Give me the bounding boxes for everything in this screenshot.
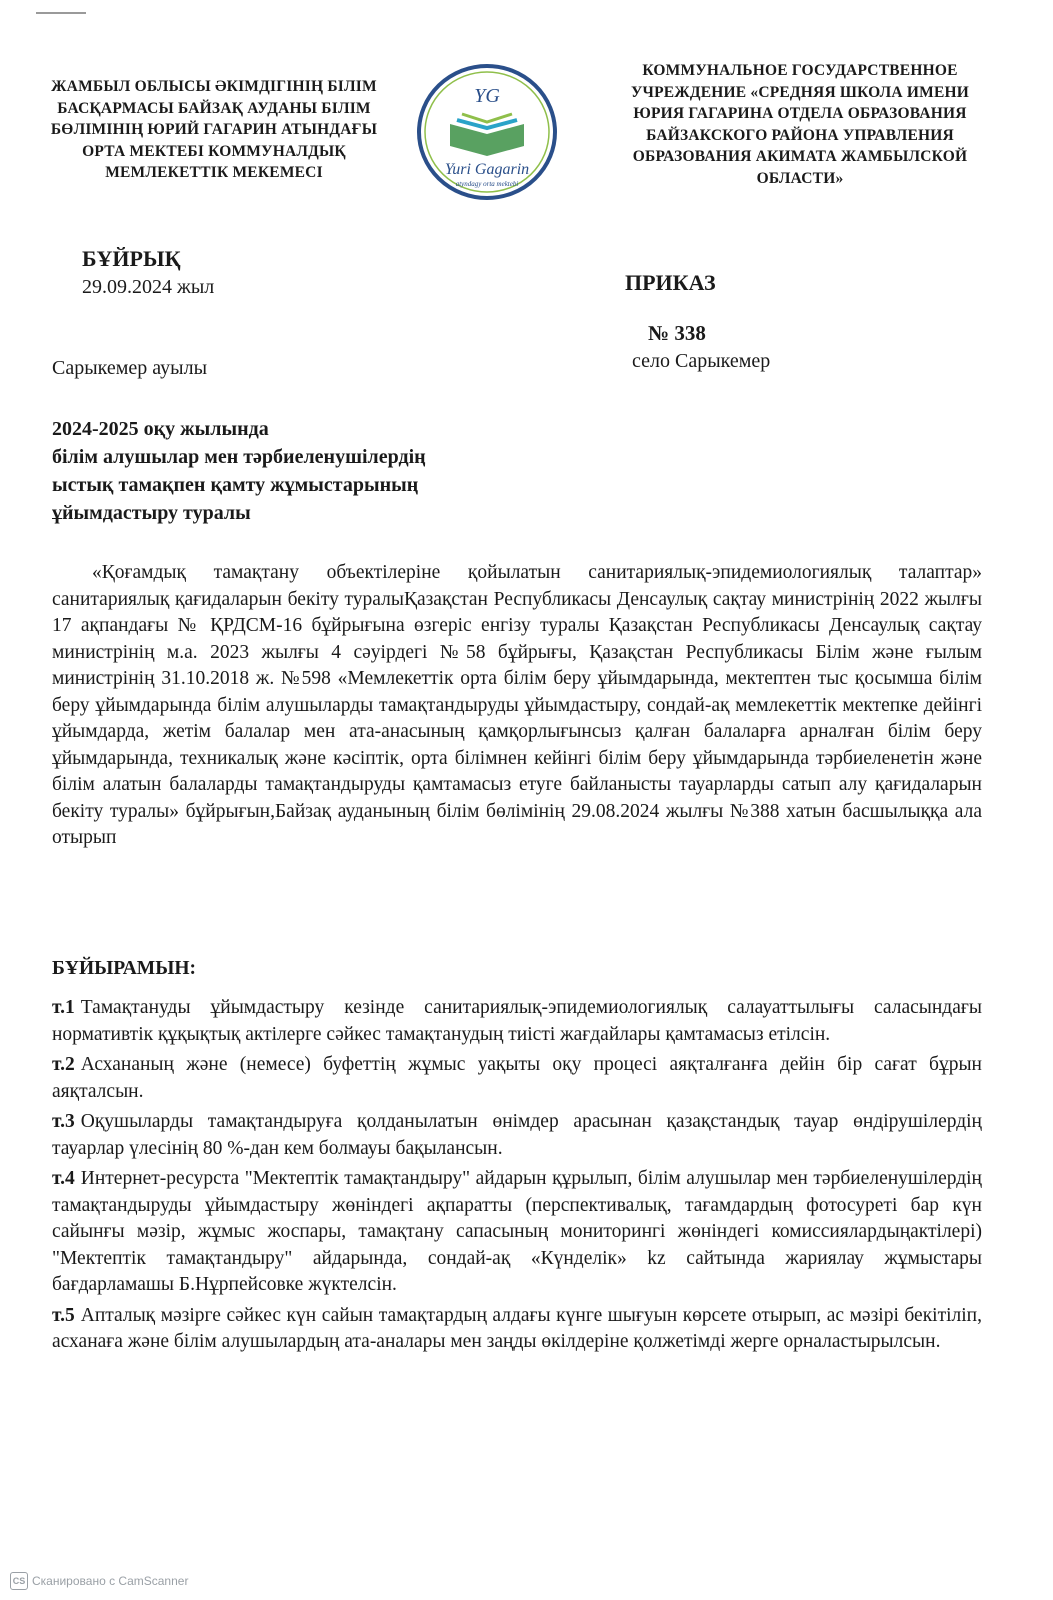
- order-items: [52, 995, 982, 1360]
- camscanner-text: Сканировано с CamScanner: [32, 1574, 189, 1588]
- camscanner-watermark: [10, 1572, 188, 1590]
- camscanner-icon: CS: [10, 1572, 28, 1590]
- top-edge-mark: [36, 12, 86, 14]
- item-number: т.4: [52, 1168, 75, 1189]
- org-name-kz: ЖАМБЫЛ ОБЛЫСЫ ӘКІМДІГІНІҢ БІЛІМ БАСҚАРМАСЫ БАЙЗАҚ АУДАНЫ БІЛІМ БӨЛІМІНІҢ ЮРИЙ ГАГАРИН АТЫНДАҒЫ ОРТА МЕКТЕБІ КОММУНАЛДЫҚ МЕМЛЕКЕТТІК МЕКЕМЕСІ: [50, 78, 378, 181]
- org-name-ru: КОММУНАЛЬНОЕ ГОСУДАРСТВЕННОЕ УЧРЕЖДЕНИЕ «СРЕДНЯЯ ШКОЛА ИМЕНИ ЮРИЯ ГАГАРИНА ОТДЕЛА ОБРАЗОВАНИЯ БАЙЗАКСКОГО РАЙОНА УПРАВЛЕНИЯ ОБРАЗОВАНИЯ АКИМАТА ЖАМБЫЛСКОЙ ОБЛАСТИ»: [630, 62, 970, 187]
- preamble-paragraph: «Қоғамдық тамақтану объектілеріне қойылатын санитариялық-эпидемиологиялық талаптар» санитариялық қағидаларын бекіту туралыҚазақстан Республикасы Денсаулық сақтау министрінің 2022 жылғы 17 ақпандағы № ҚРДСМ-16 бұйрығына өзгеріс енгізу туралы Қазақстан Республикасы Денсаулық сақтау министрінің м.а. 2023 жылғы 4 сәуірдегі №58 бұйрығы, Қазақстан Республикасы Білім және ғылым министрінің 31.10.2018 ж. №598 «Мемлекеттік орта білім беру ұйымдарында, мектептен тыс қосымша білім беру ұйымдарында білім алушыларды тамақтандыруды ұйымдастыру, сондай-ақ мемлекеттік мектепке дейінгі ұйымдарда, жетім балалар мен ата-анасының қамқорлығынсыз қалған балаларға арналған білім беру ұйымдарында, техникалық және кәсіптік, орта білімнен кейінгі білім беру ұйымдарында тәрбиеленетін және білім алатын балаларды тамақтандыруды қамтамасыз етуге байланысты тауарларды сатып алу қағидаларын бекіту туралы» бұйрығын,Байзақ ауданының білім бөлімінің 29.08.2024 жылғы №388 хатын басшылыққа ала отырып: [52, 562, 982, 848]
- place-ru: село Сарыкемер: [632, 350, 771, 372]
- doc-title-kz: БҰЙРЫҚ: [82, 246, 181, 271]
- order-subject: [52, 415, 572, 527]
- logo-subtitle: atyndagy orta mektebi: [455, 180, 519, 188]
- logo-initials: YG: [474, 85, 500, 107]
- item-number: т.5: [52, 1304, 75, 1326]
- item-text: Апталық мәзірге сәйкес күн сайын тамақтардың алдағы күнге шығуын көрсете отырып, ас мәзірі бекітіліп, асханаға және білім алушылардың ата-аналары мен заңды өкілдеріне қолжетімді жерге орналастырылсын.: [52, 1304, 982, 1352]
- order-item: [52, 1052, 982, 1105]
- item-text: Тамақтануды ұйымдастыру кезінде санитариялық-эпидемиологиялық салауаттылығы саласындағы нормативтік құқықтық актілерге сәйкес тамақтанудың тиісті жағдайлары қамтамасыз етілсін.: [52, 997, 982, 1045]
- order-item: [52, 995, 982, 1048]
- item-text: Асхананың және (немесе) буфеттің жұмыс уақыты оқу процесі аяқталғанға дейін бір сағат бұрын аяқталсын.: [52, 1054, 982, 1102]
- logo-name: Yuri Gagarin: [444, 161, 530, 178]
- item-text: Интернет-ресурста "Мектептік тамақтандыру" айдарын құрылып, білім алушылар мен тәрбиеленушілердің тамақтандыруды ұйымдастыру жөніндегі ақпаратты (перспективалық, тағамдардың фотосуреті бар күн сайынғы мәзір, жұмыс жоспары, тамақтану сапасының мониторингі жөніндегі комиссиялардыңактілері) "Мектептік тамақтандыру" айдарында, сондай-ақ «Күнделік» kz сайтында жариялау жұмыстары бағдарламашы Б.Нұрпейсовке жүктелсін.: [52, 1168, 982, 1295]
- item-number: т.3: [52, 1111, 75, 1132]
- subject-line: ұйымдастыру туралы: [52, 502, 251, 524]
- doc-date: 29.09.2024 жыл: [82, 276, 215, 298]
- item-number: т.2: [52, 1054, 75, 1075]
- subject-line: білім алушылар мен тәрбиеленушілердің: [52, 446, 426, 468]
- doc-number: № 338: [648, 321, 706, 345]
- subject-line: 2024-2025 оқу жылында: [52, 418, 269, 440]
- order-item: [52, 1166, 982, 1299]
- order-item: [52, 1303, 982, 1356]
- order-word: БҰЙЫРАМЫН:: [52, 958, 197, 979]
- place-kz: Сарыкемер ауылы: [52, 357, 207, 379]
- order-item: [52, 1109, 982, 1162]
- item-number: т.1: [52, 997, 75, 1018]
- subject-line: ыстық тамақпен қамту жұмыстарының: [52, 474, 419, 496]
- school-logo: [412, 62, 562, 202]
- item-text: Оқушыларды тамақтандыруға қолданылатын өнімдер арасынан қазақстандық тауар өндірушілердің тауарлар үлесінің 80 %-дан кем болмауы бақылансын.: [52, 1111, 982, 1159]
- doc-title-ru: ПРИКАЗ: [625, 270, 716, 295]
